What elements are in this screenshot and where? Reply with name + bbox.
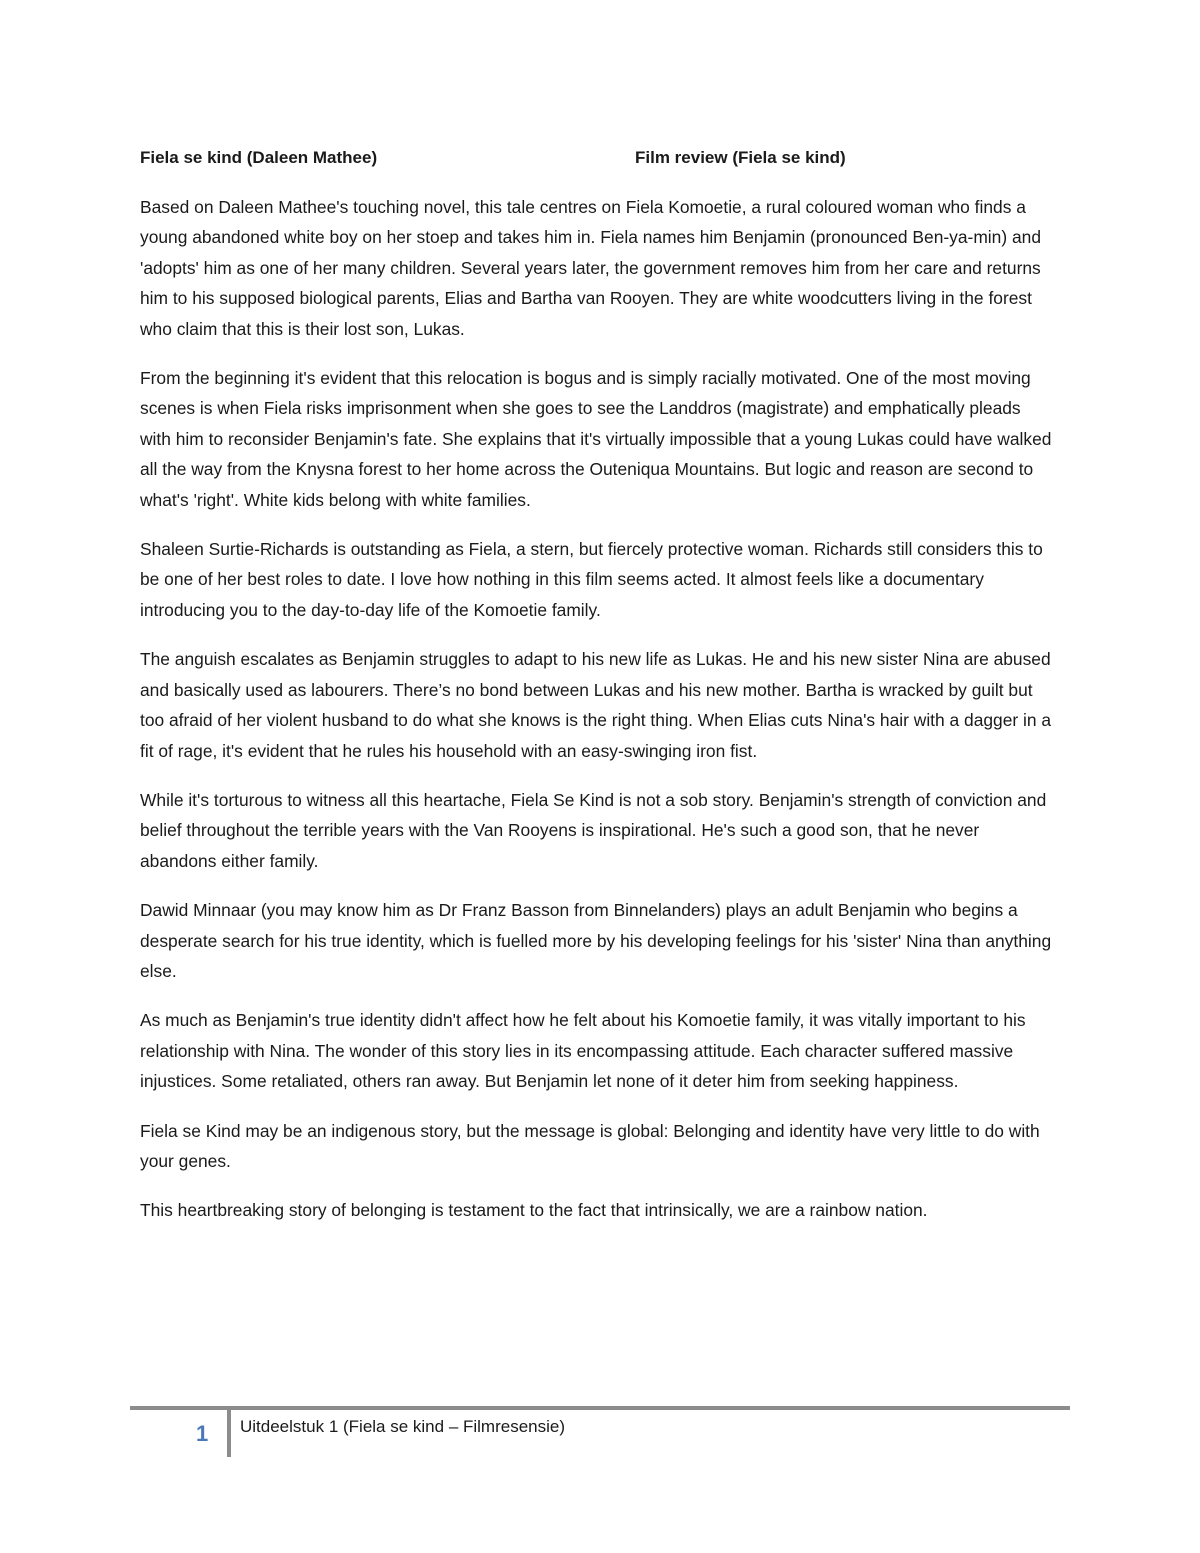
page-number: 1 [196, 1421, 209, 1446]
review-body [140, 192, 1055, 1245]
paragraph: This heartbreaking story of belonging is testament to the fact that intrinsically, we are a rainbow nation. [140, 1200, 928, 1221]
document-header [140, 145, 1060, 171]
paragraph: Shaleen Surtie-Richards is outstanding as Fiela, a stern, but fiercely protective woman. Richards still considers this to be one of her best roles to date. I love how nothing in this film seems acted. It almost feels like a documentary introducing you to the day-to-day life of the Komoetie family. [140, 539, 1043, 620]
review-title: Film review (Fiela se kind) [635, 148, 846, 167]
paragraph: Fiela se Kind may be an indigenous story, but the message is global: Belonging and identity have very little to do with your genes. [140, 1120, 1040, 1171]
paragraph: Dawid Minnaar (you may know him as Dr Franz Basson from Binnelanders) plays an adult Benjamin who begins a desperate search for his true identity, which is fuelled more by his developing feelings for his 'sister' Nina than anything else. [140, 900, 1052, 981]
book-title: Fiela se kind (Daleen Mathee) [140, 148, 378, 167]
paragraph: From the beginning it's evident that this relocation is bogus and is simply racially motivated. One of the most moving scenes is when Fiela risks imprisonment when she goes to see the Landdros (magistrate) and emphatically pleads with him to reconsider Benjamin's fate. She explains that it's virtually impossible that a young Lukas could have walked all the way from the Knysna forest to her home across the Outeniqua Mountains. But logic and reason are second to what's 'right'. White kids belong with white families. [140, 368, 1052, 510]
footer-text: Uitdeelstuk 1 (Fiela se kind – Filmresensie) [240, 1417, 566, 1436]
paragraph: As much as Benjamin's true identity didn't affect how he felt about his Komoetie family, it was vitally important to his relationship with Nina. The wonder of this story lies in its encompassing attitude. Each character suffered massive injustices. Some retaliated, others ran away. But Benjamin let none of it deter him from seeking happiness. [140, 1010, 1026, 1092]
paragraph: Based on Daleen Mathee's touching novel, this tale centres on Fiela Komoetie, a rural coloured woman who finds a young abandoned white boy on her stoep and takes him in. Fiela names him Benjamin (pronounced Ben-ya-min) and 'adopts' him as one of her many children. Several years later, the government removes him from her care and returns him to his supposed biological parents, Elias and Bartha van Rooyen. They are white woodcutters living in the forest who claim that this is their lost son, Lukas. [140, 197, 1041, 339]
paragraph: While it's torturous to witness all this heartache, Fiela Se Kind is not a sob story. Benjamin's strength of conviction and belief throughout the terrible years with the Van Rooyens is inspirational. He's such a good son, that he never abandons either family. [140, 789, 1047, 871]
footer-divider [227, 1409, 231, 1457]
footer-rule [130, 1406, 1070, 1410]
paragraph: The anguish escalates as Benjamin struggles to adapt to his new life as Lukas. He and his new sister Nina are abused and basically used as labourers. There’s no bond between Lukas and his new mother. Bartha is wracked by guilt but too afraid of her violent husband to do what she knows is the right thing. When Elias cuts Nina's hair with a dagger in a fit of rage, it's evident that he rules his household with an easy-swinging iron fist. [140, 649, 1052, 761]
